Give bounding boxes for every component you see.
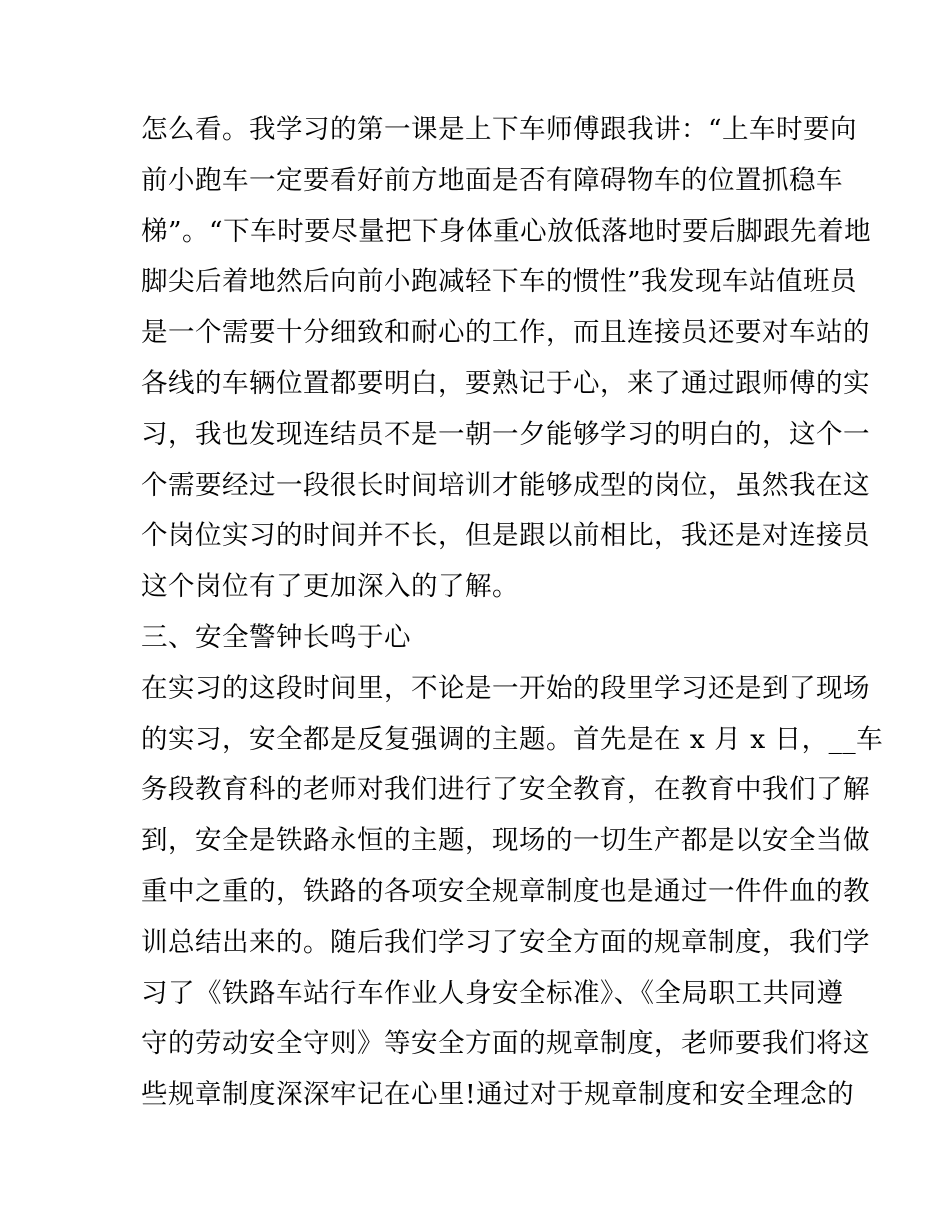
text-line: 习，我也发现连结员不是一朝一夕能够学习的明白的，这个一 bbox=[141, 418, 870, 450]
text-line: 重中之重的，铁路的各项安全规章制度也是通过一件件血的教 bbox=[141, 875, 870, 907]
text-line: 个需要经过一段很长时间培训才能够成型的岗位，虽然我在这 bbox=[141, 469, 870, 501]
text-line: 各线的车辆位置都要明白，要熟记于心，来了通过跟师傅的实 bbox=[141, 367, 870, 399]
text-line: 梯”。“下车时要尽量把下身体重心放低落地时要后脚跟先着地 bbox=[141, 215, 872, 247]
text-line: 训总结出来的。随后我们学习了安全方面的规章制度，我们学 bbox=[141, 926, 870, 958]
text-line: 个岗位实习的时间并不长，但是跟以前相比，我还是对连接员 bbox=[141, 520, 870, 552]
text-line: 务段教育科的老师对我们进行了安全教育，在教育中我们了解 bbox=[141, 774, 870, 806]
body-text bbox=[141, 105, 884, 1121]
text-line: 怎么看。我学习的第一课是上下车师傅跟我讲：“上车时要向 bbox=[141, 114, 858, 145]
text-line: 是一个需要十分细致和耐心的工作，而且连接员还要对车站的 bbox=[141, 317, 870, 349]
section-heading: 三、安全警钟长鸣于心 bbox=[141, 621, 411, 653]
text-line: 脚尖后着地然后向前小跑减轻下车的惯性”我发现车站值班员 bbox=[141, 266, 858, 298]
text-line: 前小跑车一定要看好前方地面是否有障碍物车的位置抓稳车 bbox=[141, 164, 843, 196]
text-line: 守的劳动安全守则》等安全方面的规章制度，老师要我们将这 bbox=[141, 1028, 870, 1060]
text-line: 习了《铁路车站行车作业人身安全标准》、《全局职工共同遵 bbox=[141, 977, 844, 1009]
text-line: 这个岗位有了更加深入的了解。 bbox=[141, 571, 519, 603]
text-line: 在实习的这段时间里，不论是一开始的段里学习还是到了现场 bbox=[141, 672, 870, 704]
text-line: 到，安全是铁路永恒的主题，现场的一切生产都是以安全当做 bbox=[141, 825, 870, 857]
text-line: 的实习，安全都是反复强调的主题。首先是在 x 月 x 日，__车 bbox=[141, 723, 884, 755]
text-line: 些规章制度深深牢记在心里!通过对于规章制度和安全理念的 bbox=[141, 1079, 855, 1111]
